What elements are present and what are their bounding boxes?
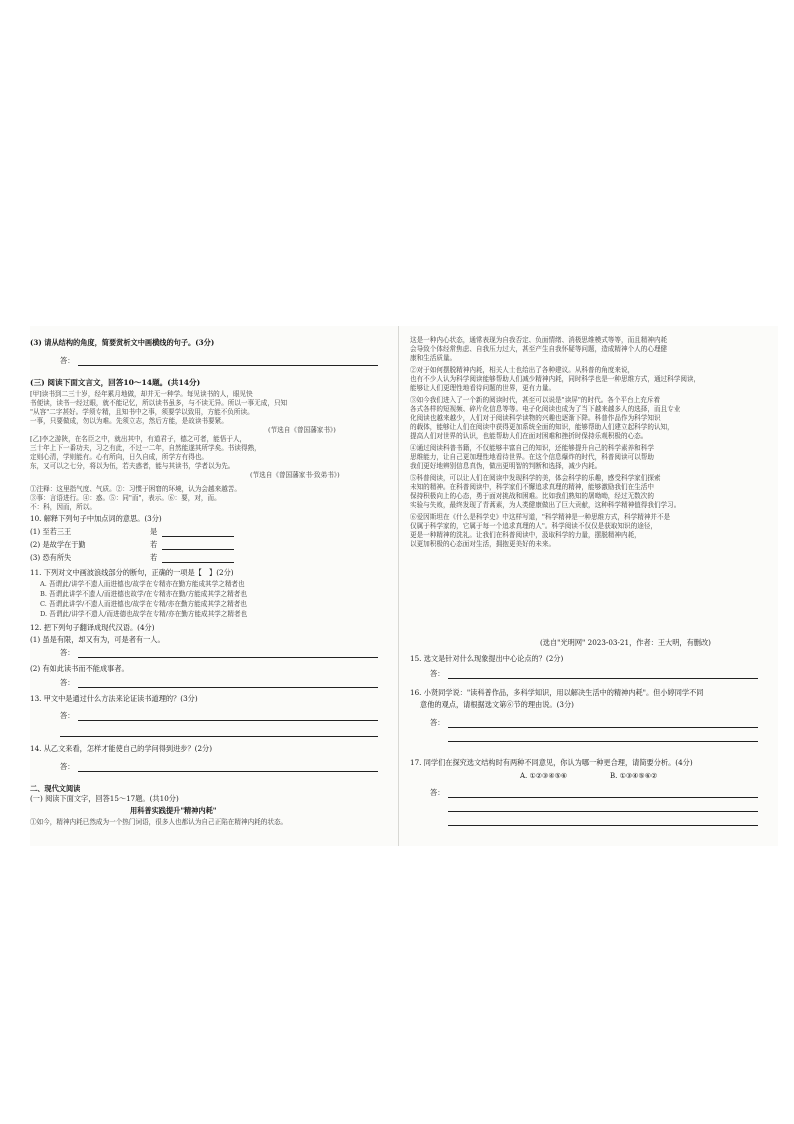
q11-option-d[interactable]: D. 吾谓此/讲学不遗人/而进德也故学在专精/亦在勤方能成其学之精者也: [40, 610, 248, 618]
article-line: 保持积极向上的心态，勇于面对挑战和困难。比如我们熟知的屠呦呦，经过无数次的: [410, 492, 654, 500]
question-11: 11. 下列对文中画波浪线部分的断句，正确的一项是【 】(2分): [30, 568, 234, 577]
article-line: 思维能力，让自己更加理性地看待世界。在这个信息爆炸的时代，科普阅读可以帮助: [410, 453, 654, 461]
article-line: 仅属于科学家的，它属于每一个追求真理的人"。科学阅读不仅仅是获取知识的途径，: [410, 522, 657, 530]
passage-line: 定则心清，学则能有。心有所向，日久自成，所学方有得也。: [30, 453, 209, 461]
answer-line-17[interactable]: [448, 797, 758, 798]
answer-line-9[interactable]: [78, 365, 378, 366]
q10-item: (2) 是故学在于勤: [30, 540, 86, 549]
answer-line-15[interactable]: [448, 678, 758, 679]
passage-line: 书便读，读书一经过眼，就不能记忆，所以读书虽多，与不读无异。所以一事无成，只知: [30, 399, 288, 407]
note-line: 不：科，因而，所以。: [30, 503, 96, 511]
page-fold-divider: [398, 326, 399, 846]
question-17: 17. 同学们在探究选文结构时有两种不同意见，你认为哪一种更合理，请简要分析。(4分): [410, 758, 693, 767]
q10-answer-line[interactable]: [162, 562, 234, 563]
article-line: 未知的精神。在科普阅读中，科学家们不懈追求真理的精神，能够激励我们在生活中: [410, 483, 654, 491]
q10-suffix: 若: [150, 553, 158, 562]
article-line: 各式各样的短视频、碎片化信息等等。电子化阅读也成为了当下越来越多人的选择，而且专业: [410, 405, 681, 413]
answer-line-17b[interactable]: [448, 811, 758, 812]
question-14: 14. 从乙文来看，怎样才能使自己的学问得到进步？(2分): [30, 744, 213, 753]
article-line: ⑤科普阅读，可以让人们在阅读中发现科学的美，体会科学的乐趣，感受科学家们探索: [410, 474, 661, 482]
passage-line: 一事，只要做成，勿以为难。先须立志，然后方能，是故读书要紧。: [30, 417, 228, 425]
passage-line: [甲]读书到二三十岁，经年累月地做，却并无一种学。每见读书的人，眼见快: [30, 390, 253, 398]
answer-label-9: 答：: [60, 356, 75, 365]
q12-item: (2) 有如此读书而不能成事者。: [30, 664, 129, 673]
answer-line-12a[interactable]: [78, 657, 378, 658]
answer-label-15: 答：: [430, 669, 445, 678]
article-first-line: ①如今，精神内耗已然成为一个热门词语，很多人也都认为自己正陷在精神内耗的状态。: [30, 818, 288, 826]
answer-line-13b[interactable]: [60, 736, 378, 737]
answer-line-13[interactable]: [78, 720, 378, 721]
question-13: 13. 甲文中是通过什么方法来论证读书道理的？(3分): [30, 694, 198, 703]
article-line: 会导致个体经常焦虑、自我压力过大，甚至产生自我怀疑等问题，造成精神个人的心理健: [410, 345, 668, 353]
left-column: [30, 326, 386, 846]
question-12: 12. 把下列句子翻译成现代汉语。(4分): [30, 623, 155, 632]
answer-label-17: 答：: [430, 788, 445, 797]
answer-line-12b[interactable]: [78, 687, 378, 688]
article-line: 化阅读也越来越少，人们对于阅读科学读物的兴趣也逐渐下降。科普作品作为科学知识: [410, 414, 661, 422]
note-line: ③事：言语进行。④：惑。⑤：同"而"，表示。⑥：要，对，而。: [30, 494, 221, 502]
q10-answer-line[interactable]: [162, 549, 234, 550]
q11-option-b[interactable]: B. 吾谓此讲学不遗人/而进德也故学/在专精亦在勤/方能成其学之精者也: [40, 590, 247, 598]
passage-line: [乙]李之游陕，在名臣之中，就出其中，有道君子，德之可者，能悟于人，: [30, 435, 247, 443]
article-line: ④通过阅读科普书籍，不仅能够丰富自己的知识，还能够提升自己的科学素养和科学: [410, 444, 654, 452]
q11-option-c[interactable]: C. 吾谓此讲学/不遗人而进德也/故学在专精/亦在勤方能成其学之精者也: [40, 600, 247, 608]
subsection-1-title: (一) 阅读下面文字，回答15～17题。(共10分): [30, 794, 179, 803]
passage-line: "从容"二字甚好。学须专精，且知书中之事，须要学以致用，方能不负所读。: [30, 408, 254, 416]
passage-line: 东，又可以之七分，将以为伍，若夫惑者，能与其读书，学者以为先。: [30, 462, 235, 470]
answer-line-14[interactable]: [78, 771, 378, 772]
article-line: ⑥爱因斯坦在《什么是科学史》中这样写道，"科学精神是一种思维方式，科学精神并不是: [410, 513, 671, 521]
answer-line-17c[interactable]: [448, 825, 758, 826]
question-15: 15. 选文是针对什么现象提出中心论点的？(2分): [410, 654, 564, 663]
passage-source-2: (节选自《曾国藩家书·致弟书》): [250, 471, 340, 479]
exam-sheet: [30, 326, 778, 846]
article-line: 更是一种精神的洗礼。让我们在科普阅读中，汲取科学的力量，摆脱精神内耗，: [410, 531, 641, 539]
article-line: 康和生活质量。: [410, 354, 457, 362]
section-3-title: (三) 阅读下面文言文，回答10～14题。(共14分): [30, 378, 201, 387]
section-2-title: 二、现代文阅读: [30, 784, 81, 793]
answer-label-12a: 答：: [60, 648, 75, 657]
question-9: (3) 请从结构的角度，简要赏析文中画横线的句子。(3分): [30, 338, 215, 347]
question-10: 10. 解释下列句子中加点词的意思。(3分): [30, 514, 162, 523]
article-line: 也有不少人认为科学阅读能够帮助人们减少精神内耗，同时科学也是一种思维方式，通过科学阅读，: [410, 375, 701, 383]
note-line: ①注释：这里指气度、气质。②：习惯于困窘的环境，认为会越来越苦。: [30, 485, 241, 493]
answer-label-13: 答：: [60, 711, 75, 720]
passage-line: 三十年上下一番功夫，习之有此，不过一二年，自然能遂其所学矣。书读得熟，: [30, 444, 261, 452]
article-line: 的载体，能够让人们在阅读中获得更加系统全面的知识，能够帮助人们建立起科学的认知，: [410, 423, 674, 431]
question-16: 16. 小贤同学说："读科普作品，多科学知识，用以解决生活中的精神内耗"。但小婷同学不同: [410, 688, 704, 697]
article-line: 我们更好地辨别信息真伪，做出更明智的判断和选择，减少内耗。: [410, 462, 602, 470]
article-line: ③如今我们进入了一个新的阅读时代，甚至可以说是"读屏"的时代。各个平台上充斥着: [410, 396, 661, 404]
answer-line-16[interactable]: [448, 727, 758, 728]
q11-option-a[interactable]: A. 吾谓此/讲学不遗人而进德也/故学在专精亦在勤方能成其学之精者也: [40, 580, 245, 588]
article-line: ②对于如何摆脱精神内耗，相关人士也给出了各种建议。从科普的角度来说，: [410, 366, 635, 374]
answer-label-16: 答：: [430, 718, 445, 727]
article-title: 用科普实践提升"精神内耗": [130, 806, 217, 815]
q10-suffix: 若: [150, 540, 158, 549]
article-line: 能够让人们更理性地看待问题的世界，更有力量。: [410, 384, 556, 392]
q10-suffix: 是: [150, 527, 158, 536]
right-column: [410, 326, 766, 846]
q12-item: (1) 虽是有限，却又有为，可是者有一人。: [30, 635, 165, 644]
answer-label-14: 答：: [60, 762, 75, 771]
q10-answer-line[interactable]: [162, 536, 234, 537]
answer-label-12b: 答：: [60, 678, 75, 687]
article-source: (选自"光明网" 2023-03-21，作者：王大明，有删改): [540, 638, 711, 647]
article-line: 实验与失败，最终发现了青蒿素，为人类健康做出了巨大贡献，这种科学精神值得我们学习。: [410, 501, 681, 509]
article-line: 以更加积极的心态面对生活，拥抱更美好的未来。: [410, 540, 556, 548]
q17-option-a[interactable]: A. ①②③④⑤⑥: [520, 772, 568, 780]
article-line: 这是一种内心状态，通常表现为自我否定、负面情绪、消极思维模式等等，而且精神内耗: [410, 336, 668, 344]
passage-source-1: (节选自《曾国藩家书》): [268, 426, 336, 434]
answer-line-16b[interactable]: [448, 741, 758, 742]
q10-item: (1) 至若三王: [30, 527, 72, 536]
q10-item: (3) 恐有所失: [30, 553, 72, 562]
q17-option-b[interactable]: B. ①③④⑤⑥②: [610, 772, 658, 780]
question-16-cont: 意他的观点，请根据选文第⑥节的理由说。(3分): [420, 700, 574, 709]
article-line: 提高人们对世界的认识，也能帮助人们在面对困难和挫折时保持乐观积极的心态。: [410, 432, 648, 440]
